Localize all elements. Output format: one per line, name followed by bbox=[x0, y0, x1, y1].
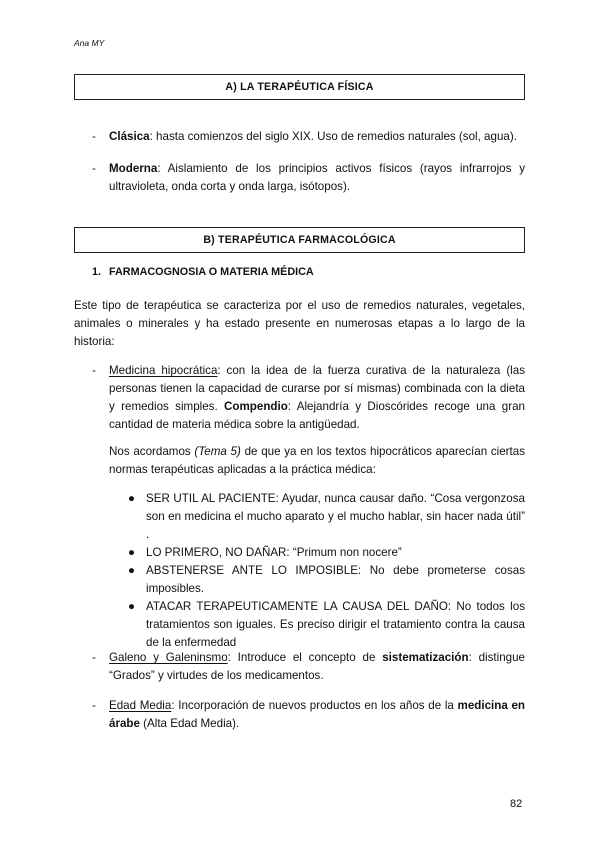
list-item bbox=[128, 544, 525, 562]
list-item bbox=[128, 562, 525, 598]
term-galeno: Galeno y Galeninsmo bbox=[109, 651, 228, 664]
term-moderna: Moderna bbox=[109, 162, 158, 175]
bold-sistematizacion: sistematización bbox=[382, 651, 469, 664]
term-clasica: Clásica bbox=[109, 130, 150, 143]
list-item-edad-media bbox=[92, 697, 525, 733]
bullet-icon: ● bbox=[128, 546, 136, 559]
bullet-icon: ● bbox=[128, 492, 136, 505]
page-number: 82 bbox=[510, 798, 523, 810]
recall-pre: Nos acordamos bbox=[109, 445, 195, 458]
intro-paragraph: Este tipo de terapéutica se caracteriza por el uso de remedios naturales, vegetales, animales o minerales y ha estado presente en numerosas etapas a lo largo de la historia: bbox=[74, 299, 525, 348]
text-edad-media-1: : Incorporación de nuevos productos en los años de la bbox=[171, 699, 458, 712]
bullet-icon: ● bbox=[128, 564, 136, 577]
dash-marker: - bbox=[92, 651, 96, 664]
norm-text: ATACAR TERAPEUTICAMENTE LA CAUSA DEL DAÑO: No todos los tratamientos son iguales. Es preciso dirigir el tratamiento contra la causa de la enfermedad bbox=[146, 600, 525, 649]
norms-list bbox=[128, 490, 525, 652]
text-edad-media-2: (Alta Edad Media). bbox=[139, 717, 240, 730]
bold-compendio: Compendio bbox=[224, 400, 288, 413]
subsection-heading bbox=[92, 266, 314, 278]
dash-marker: - bbox=[92, 699, 96, 712]
recall-paragraph bbox=[109, 443, 525, 479]
recall-tema: (Tema 5) bbox=[194, 445, 241, 458]
term-hipocratica: Medicina hipocrática bbox=[109, 364, 218, 377]
dash-marker: - bbox=[92, 162, 96, 175]
section-b-title: B) TERAPÉUTICA FARMACOLÓGICA bbox=[74, 227, 525, 253]
norm-text: LO PRIMERO, NO DAÑAR: “Primum non nocere” bbox=[146, 546, 402, 559]
dash-marker: - bbox=[92, 130, 96, 143]
text-moderna: : Aislamiento de los principios activos físicos (rayos infrarrojos y ultravioleta, onda corta y onda larga, isótopos). bbox=[109, 162, 525, 193]
bold-medicina-arabe: medicina en árabe bbox=[109, 699, 526, 730]
list-item-moderna bbox=[92, 160, 525, 196]
recall-post: de que ya en los textos hipocráticos aparecían ciertas normas terapéuticas aplicadas a la práctica médica: bbox=[109, 445, 526, 476]
bullet-icon: ● bbox=[128, 600, 136, 613]
list-item-galeno bbox=[92, 649, 525, 685]
norm-text: SER UTIL AL PACIENTE: Ayudar, nunca causar daño. “Cosa vergonzosa son en medicina el mucho aparato y el mucho hablar, sin hacer nada útil” . bbox=[146, 492, 525, 541]
heading-text: FARMACOGNOSIA O MATERIA MÉDICA bbox=[109, 266, 314, 278]
author-label: Ana MY bbox=[74, 38, 105, 48]
text-hipocratica-2: : Alejandría y Dioscórides recoge una gran cantidad de materia médica sobre la antigüedad. bbox=[109, 400, 525, 431]
norm-text: ABSTENERSE ANTE LO IMPOSIBLE: No debe prometerse cosas imposibles. bbox=[146, 564, 525, 595]
list-item-clasica bbox=[92, 128, 525, 146]
term-edad-media: Edad Media bbox=[109, 699, 172, 712]
list-item bbox=[128, 598, 525, 652]
list-item-hipocratica bbox=[92, 362, 525, 434]
text-hipocratica-1: : con la idea de la fuerza curativa de la naturaleza (las personas tienen la capacidad de curarse por sí mismas) combinada con la dieta y remedios simples. bbox=[109, 364, 525, 413]
dash-marker: - bbox=[92, 364, 96, 377]
heading-number: 1. bbox=[92, 266, 102, 278]
text-clasica: : hasta comienzos del siglo XIX. Uso de remedios naturales (sol, agua). bbox=[149, 130, 517, 143]
text-galeno-2: : distingue “Grados” y virtudes de los medicamentos. bbox=[109, 651, 525, 682]
section-a-title: A) LA TERAPÉUTICA FÍSICA bbox=[74, 74, 525, 100]
text-galeno-1: : Introduce el concepto de bbox=[227, 651, 383, 664]
list-item bbox=[128, 490, 525, 544]
